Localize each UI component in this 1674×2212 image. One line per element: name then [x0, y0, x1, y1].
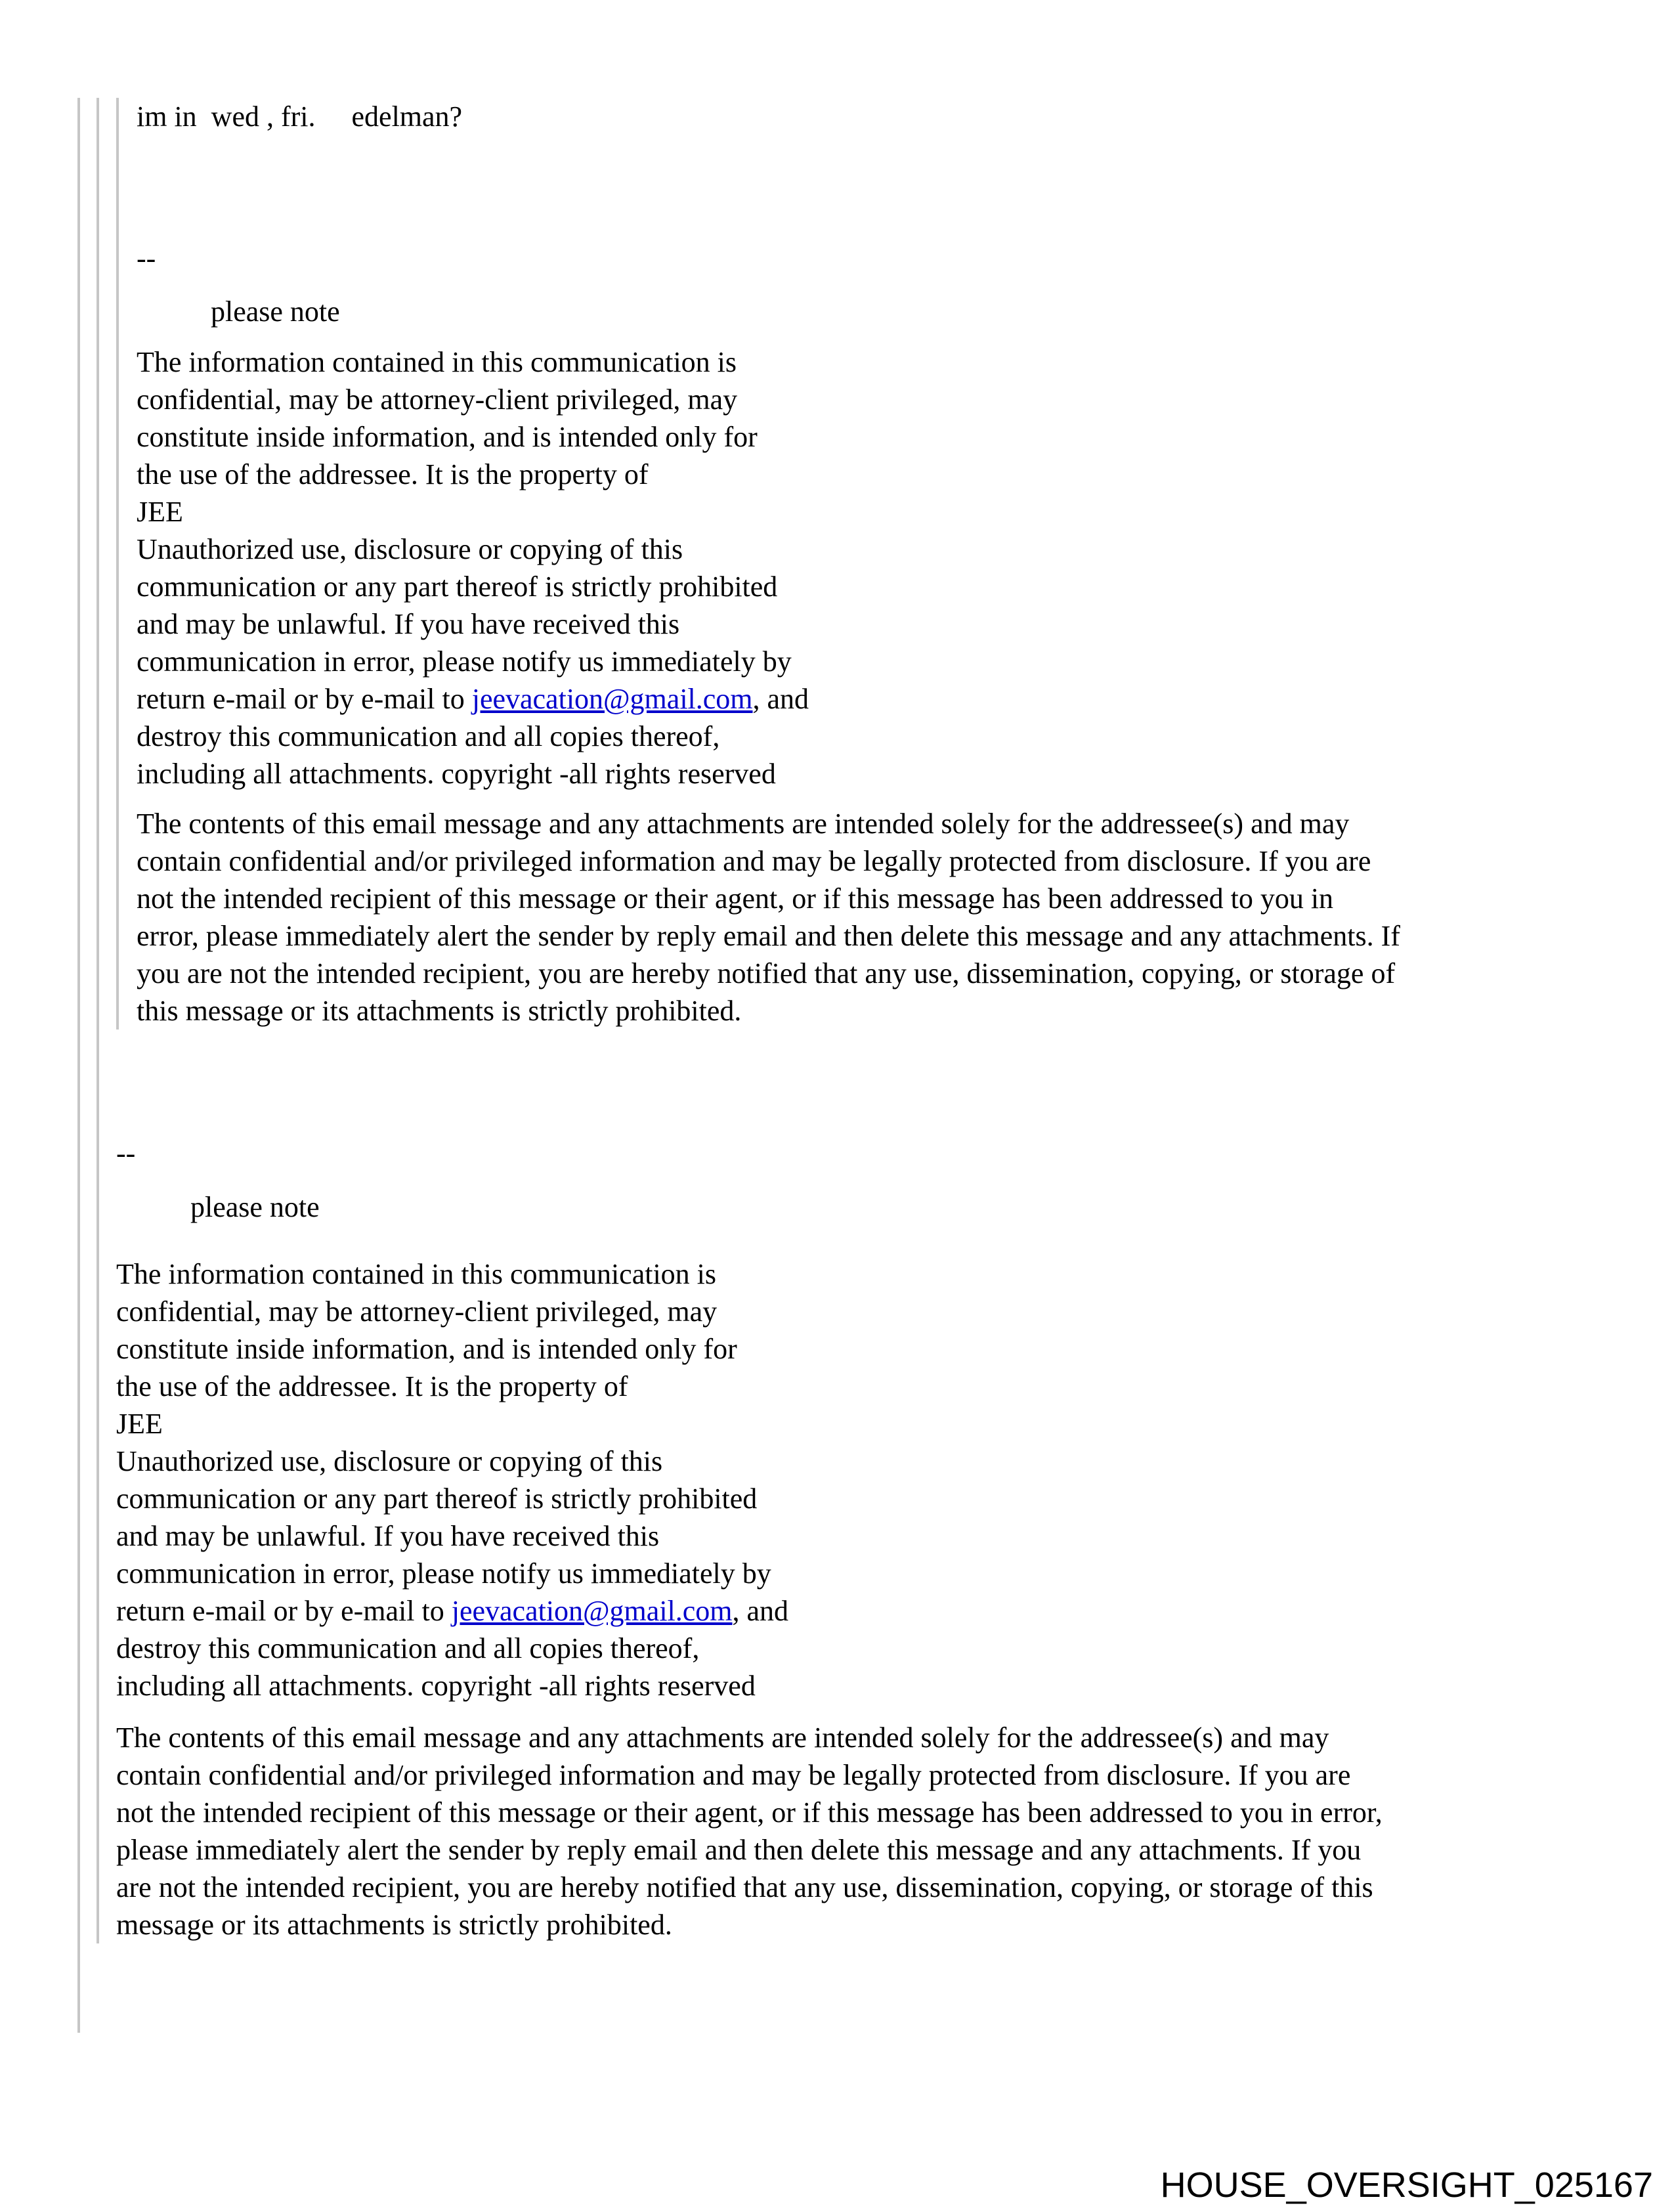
- please-note-label: please note: [211, 295, 340, 328]
- disclaimer-line: including all attachments. copyright -all rights reserved: [116, 1670, 756, 1702]
- message-top-line: im in wed , fri. edelman?: [137, 100, 463, 133]
- quote-level-1: [77, 98, 1674, 2033]
- blank-space: [116, 1030, 1674, 1135]
- disclaimer-email-line: [137, 680, 1674, 718]
- disclaimer-line: Unauthorized use, disclosure or copying of this: [137, 533, 683, 565]
- disclaimer-line: are not the intended recipient, you are hereby notified that any use, dissemination, copying, or storage of this: [116, 1871, 1373, 1903]
- contents-disclaimer-2: [116, 1719, 1674, 1943]
- confidentiality-disclaimer-2: [116, 1255, 1674, 1704]
- blank-space: [116, 1226, 1674, 1255]
- blank-space: [137, 792, 1674, 805]
- blank-space: [116, 1704, 1674, 1719]
- disclaimer-line: Unauthorized use, disclosure or copying of this: [116, 1445, 663, 1477]
- blank-space: [116, 1172, 1674, 1188]
- email-link[interactable]: jeevacation@gmail.com: [451, 1595, 733, 1627]
- email-line-after: , and: [752, 683, 809, 715]
- disclaimer-line: and may be unlawful. If you have received this: [116, 1520, 660, 1552]
- disclaimer-line: The contents of this email message and any attachments are intended solely for the addressee(s) and may: [137, 808, 1350, 840]
- disclaimer-line: communication or any part thereof is strictly prohibited: [116, 1483, 758, 1515]
- signature-separator: --: [116, 1137, 136, 1169]
- disclaimer-line: The information contained in this communication is: [116, 1258, 717, 1290]
- disclaimer-line: confidential, may be attorney-client privileged, may: [137, 383, 738, 416]
- disclaimer-line: not the intended recipient of this message or their agent, or if this message has been addressed to you in: [137, 882, 1334, 915]
- contents-disclaimer-1: [137, 805, 1674, 1030]
- disclaimer-line: constitute inside information, and is intended only for: [137, 421, 758, 453]
- disclaimer-line: The information contained in this communication is: [137, 346, 737, 378]
- email-line-before: return e-mail or by e-mail to: [116, 1595, 452, 1627]
- email-line-after: , and: [732, 1595, 789, 1627]
- disclaimer-line: error, please immediately alert the sender by reply email and then delete this message and any attachments. If: [137, 920, 1400, 952]
- confidentiality-disclaimer-1: [137, 343, 1674, 792]
- disclaimer-line: the use of the addressee. It is the property of: [137, 458, 649, 490]
- quote-level-2: [97, 98, 1674, 1943]
- disclaimer-line: and may be unlawful. If you have received this: [137, 608, 680, 640]
- quoted-email-thread: [77, 98, 1674, 2033]
- disclaimer-line: please immediately alert the sender by reply email and then delete this message and any attachments. If you: [116, 1834, 1362, 1866]
- email-link[interactable]: jeevacation@gmail.com: [471, 683, 753, 715]
- blank-space: [137, 330, 1674, 343]
- disclaimer-line: you are not the intended recipient, you are hereby notified that any use, dissemination, copying, or storage of: [137, 957, 1396, 989]
- blank-space: [137, 135, 1674, 240]
- disclaimer-line: the use of the addressee. It is the property of: [116, 1370, 628, 1402]
- disclaimer-line: communication in error, please notify us immediately by: [137, 645, 792, 678]
- signature-separator: --: [137, 242, 156, 274]
- disclaimer-line: JEE: [137, 496, 183, 528]
- disclaimer-line: The contents of this email message and any attachments are intended solely for the addressee(s) and may: [116, 1722, 1329, 1754]
- disclaimer-line: JEE: [116, 1408, 163, 1440]
- disclaimer-line: including all attachments. copyright -all rights reserved: [137, 758, 776, 790]
- disclaimer-line: destroy this communication and all copies thereof,: [116, 1632, 700, 1664]
- blank-space: [137, 277, 1674, 293]
- disclaimer-line: communication or any part thereof is strictly prohibited: [137, 571, 778, 603]
- disclaimer-line: constitute inside information, and is intended only for: [116, 1333, 737, 1365]
- disclaimer-line: confidential, may be attorney-client privileged, may: [116, 1295, 718, 1328]
- disclaimer-line: message or its attachments is strictly prohibited.: [116, 1909, 672, 1941]
- disclaimer-line: contain confidential and/or privileged information and may be legally protected from disclosure. If you are: [137, 845, 1371, 877]
- disclaimer-line: contain confidential and/or privileged information and may be legally protected from disclosure. If you are: [116, 1759, 1351, 1791]
- disclaimer-line: this message or its attachments is strictly prohibited.: [137, 995, 742, 1027]
- disclaimer-line: destroy this communication and all copies thereof,: [137, 720, 720, 752]
- please-note-label: please note: [190, 1191, 320, 1223]
- disclaimer-line: not the intended recipient of this message or their agent, or if this message has been addressed to you in error,: [116, 1796, 1383, 1829]
- email-line-before: return e-mail or by e-mail to: [137, 683, 472, 715]
- disclaimer-email-line: [116, 1592, 1674, 1630]
- bates-number: HOUSE_OVERSIGHT_025167: [1160, 2165, 1653, 2205]
- quote-level-3: [116, 98, 1674, 1030]
- disclaimer-line: communication in error, please notify us immediately by: [116, 1557, 771, 1590]
